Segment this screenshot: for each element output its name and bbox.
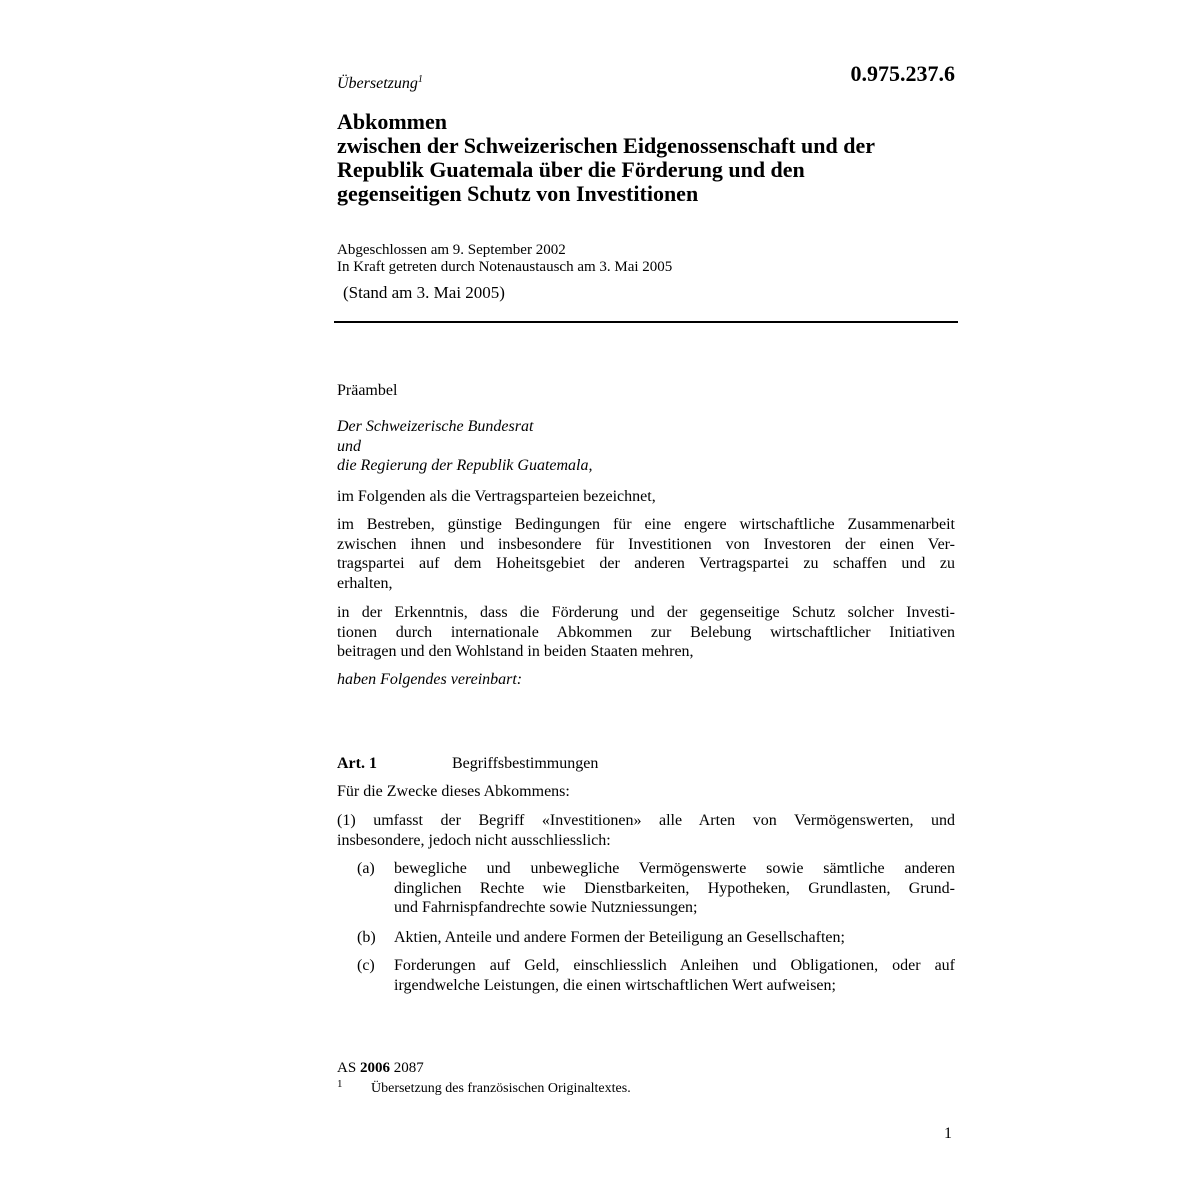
title-line: gegenseitigen Schutz von Investitionen [337,181,699,206]
title-line: Republik Guatemala über die Förderung und den [337,157,805,182]
paragraph-line: tragspartei auf dem Hoheitsgebiet der anderen Vertragspartei zu schaffen und zu [337,555,955,572]
as-page: 2087 [393,1060,424,1076]
translation-label-text: Übersetzung [337,75,418,92]
concluded-date: Abgeschlossen am 9. September 2002 [337,242,566,258]
paragraph-line: im Bestreben, günstige Bedingungen für eine engere wirtschaftliche Zusammenarbeit [337,516,955,533]
footnote-mark: 1 [337,1078,343,1090]
status-date: (Stand am 3. Mai 2005) [343,283,505,302]
page-number: 1 [944,1125,952,1142]
footnote-text: Übersetzung des französischen Originaltextes. [371,1081,631,1096]
article-title: Begriffsbestimmungen [452,755,599,772]
title-line: Abkommen [337,109,448,134]
paragraph-line: zwischen ihnen und insbesondere für Investitionen von Investoren der einen Ver- [337,535,955,553]
in-force-date: In Kraft getreten durch Notenaustausch am 3. Mai 2005 [337,258,673,275]
as-prefix: AS [337,1060,357,1076]
as-year: 2006 [359,1060,390,1076]
list-item-line: bewegliche und unbewegliche Vermögenswerte sowie sämtliche anderen [394,860,955,877]
paragraph-line: tionen durch internationale Abkommen zur Belebung wirtschaftlicher Initiativen [337,623,955,641]
document-title [337,110,977,206]
preamble-paragraph-erkenntnis [337,603,955,662]
paragraph-line: in der Erkenntnis, dass die Förderung und der gegenseitige Schutz solcher Investi- [337,604,955,621]
preamble-heading: Präambel [337,382,398,399]
document-meta [337,242,672,275]
list-item-line: dinglichen Rechte wie Dienstbarkeiten, Hypotheken, Grundlasten, Grund- [394,879,955,897]
sr-number: 0.975.237.6 [850,61,955,86]
list-item-line: irgendwelche Leistungen, die einen wirtschaftlichen Wert aufweisen; [394,976,836,994]
title-line: zwischen der Schweizerischen Eidgenossenschaft und der [337,133,875,158]
list-item [394,928,955,948]
preamble-paragraph-bestreben [337,515,955,593]
list-item-label: (b) [357,929,376,946]
article-label: Art. 1 [337,755,377,772]
list-item-label: (a) [357,860,375,877]
paragraph-line: beitragen und den Wohlstand in beiden Staaten mehren, [337,643,694,660]
translation-label [337,74,423,94]
header-divider [334,321,958,323]
preamble-referred-as: im Folgenden als die Vertragsparteien bezeichnet, [337,488,656,505]
paragraph-line: erhalten, [337,574,393,592]
article-intro: Für die Zwecke dieses Abkommens: [337,783,570,800]
paragraph-line: insbesondere, jedoch nicht ausschliesslich: [337,831,611,849]
preamble-agreed: haben Folgendes vereinbart: [337,671,523,688]
contracting-parties [337,417,593,476]
article-paragraph-1 [337,811,955,850]
list-item-line: Aktien, Anteile und andere Formen der Beteiligung an Gesellschaften; [394,929,845,946]
party-line: die Regierung der Republik Guatemala, [337,457,593,474]
footnote-reference[interactable]: 1 [417,74,423,85]
list-item [394,859,955,918]
party-line: Der Schweizerische Bundesrat [337,418,534,435]
list-item [394,956,955,995]
list-item-line: und Fahrnispfandrechte sowie Nutzniessungen; [394,899,698,916]
official-collection-reference [337,1059,424,1077]
list-item-line: Forderungen auf Geld, einschliesslich Anleihen und Obligationen, oder auf [394,957,955,974]
party-line: und [337,437,361,455]
list-item-label: (c) [357,957,375,974]
paragraph-line: (1) umfasst der Begriff «Investitionen» alle Arten von Vermögenswerten, und [337,812,955,829]
